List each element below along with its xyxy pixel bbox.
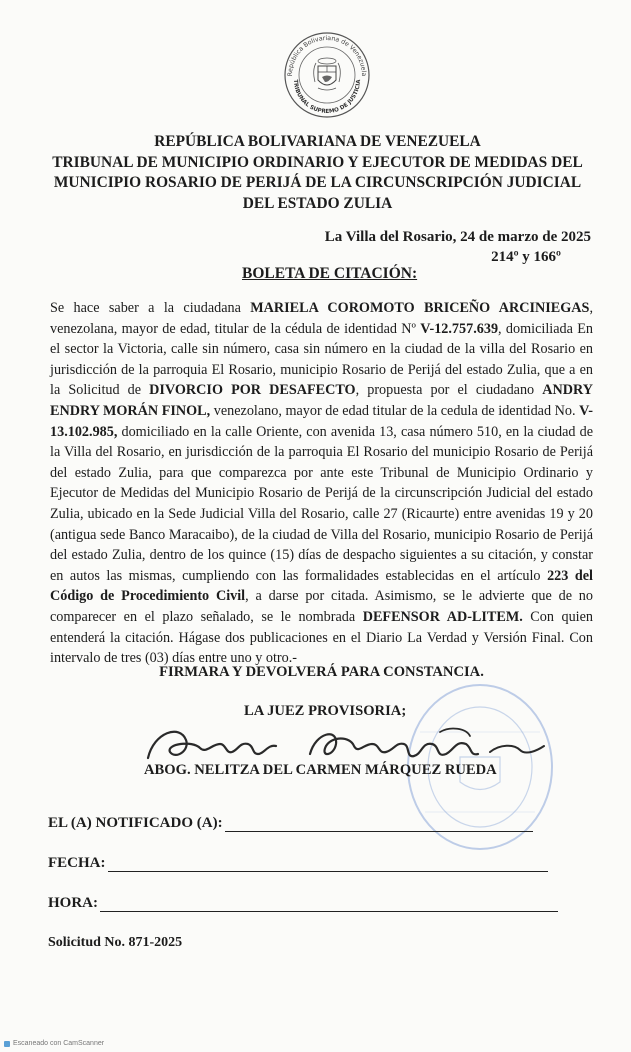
judge-title: LA JUEZ PROVISORIA;	[244, 703, 407, 719]
scanner-footer-text: Escaneado con CamScanner	[13, 1040, 105, 1047]
plaintiff-id: V- 13.102.985,	[50, 402, 593, 440]
defensor-ad-litem: DEFENSOR AD-LITEM.	[362, 608, 523, 625]
seal-top-text: República Bolivariana de Venezuela	[286, 34, 368, 77]
closing-statement: FIRMARA Y DEVOLVERÁ PARA CONSTANCIA.	[159, 664, 484, 680]
defendant-id: V-12.757.639	[420, 320, 499, 337]
body-text: Se hace saber a la ciudadana	[50, 300, 251, 316]
body-text: venezolano, mayor de edad titular de la cedula de identidad No.	[210, 402, 580, 419]
body-text: , venezolana, mayor de edad, titular de la cédula de identidad Nº	[50, 300, 593, 337]
case-type: DIVORCIO POR DESAFECTO	[149, 382, 356, 399]
body-text: Con quien entenderá la citación. Hágase dos publicaciones en el Diario La Verdad y Versión Final. Con intervalo de tres (03) días entre uno y otro.-	[50, 608, 594, 667]
date-label: FECHA:	[48, 855, 106, 871]
legal-article: 223 del Código de Procedimiento Civil	[50, 567, 593, 605]
document-heading: BOLETA DE CITACIÓN:	[242, 265, 418, 282]
defendant-name: MARIELA COROMOTO BRICEÑO ARCINIEGAS	[250, 300, 590, 316]
document-header	[40, 132, 595, 214]
seal-bottom-text: TRIBUNAL SUPREMO DE JUSTICIA	[291, 79, 363, 116]
body-text: , propuesta por el ciudadano	[355, 382, 543, 399]
notified-label: EL (A) NOTIFICADO (A):	[48, 815, 223, 831]
judge-name: ABOG. NELITZA DEL CARMEN MÁRQUEZ RUEDA	[144, 762, 497, 778]
header-line-3: MUNICIPIO ROSARIO DE PERIJÁ DE LA CIRCUNSCRIPCIÓN JUDICIAL	[53, 174, 582, 191]
document-body	[50, 298, 593, 669]
body-text: , a darse por citada. Asimismo, se le advierte que de no comparecer en el plazo señalado, se le nombrada	[50, 588, 593, 625]
time-field	[48, 895, 558, 912]
body-text: domiciliado en la calle Oriente, con avenida 13, casa número 510, en la ciudad de la Villa del Rosario, en jurisdicción de la parroquia El Rosario del municipio Rosario de Perijá del estado Zulia, para que comparezca por ante este Tribunal de Municipio Ordinario y Ejecutor de Medidas del Municipio Rosario de Perijá de la circunscripción Judicial del estado Zulia, ubicado en la Sede Judicial Villa del Rosario, calle 27 (Ricaurte) entre avenidas 19 y 20 (antigua sede Banco Maracaibo), de la ciudad de Villa del Rosario, municipio Rosario de Perijá del estado Zulia, dentro de los quince (15) días de despacho siguientes a su citación, y constar en autos las mismas, cumpliendo con las formalidades establecidas en el artículo	[50, 423, 593, 584]
scanner-footer	[4, 1040, 104, 1047]
plaintiff-name: ANDRY ENDRY MORÁN FINOL,	[50, 382, 593, 419]
place-date: La Villa del Rosario, 24 de marzo de 2025	[324, 229, 591, 245]
era-years: 214º y 166º	[491, 248, 561, 265]
notified-blank-line[interactable]	[225, 815, 533, 832]
header-line-1: REPÚBLICA BOLIVARIANA DE VENEZUELA	[154, 133, 481, 150]
notified-field	[48, 815, 533, 832]
document-date	[325, 228, 591, 267]
camscanner-icon	[4, 1041, 10, 1047]
body-text: , domiciliada En el sector la Victoria, calle sin número, casa sin número en la ciudad de la villa del Rosario en jurisdicción de la parroquia El Rosario, municipio Rosario de Perijá del estado Zulia, que a en la Solicitud de	[50, 320, 593, 399]
time-label: HORA:	[48, 895, 98, 911]
header-line-2: TRIBUNAL DE MUNICIPIO ORDINARIO Y EJECUTOR DE MEDIDAS DEL	[52, 153, 583, 171]
time-blank-line[interactable]	[100, 895, 558, 912]
header-line-4: DEL ESTADO ZULIA	[242, 194, 393, 212]
date-blank-line[interactable]	[108, 855, 548, 872]
tsj-seal-icon	[282, 30, 372, 120]
date-field	[48, 855, 548, 872]
solicitud-number: Solicitud No. 871-2025	[48, 935, 183, 950]
